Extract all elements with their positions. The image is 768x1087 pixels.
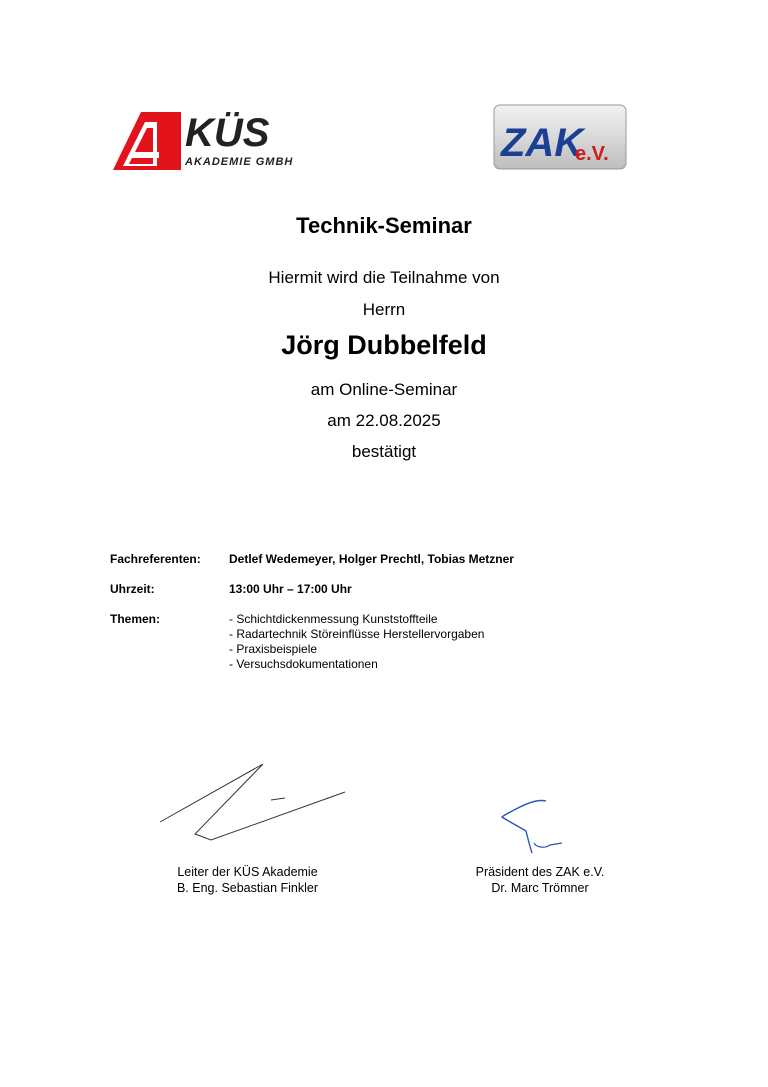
speakers-label: Fachreferenten: <box>110 552 201 566</box>
topics-list <box>229 612 484 672</box>
salutation-text: Herrn <box>362 300 406 319</box>
topic-item: - Praxisbeispiele <box>229 642 318 656</box>
svg-text:KÜS: KÜS <box>185 111 270 155</box>
kues-akademie-logo <box>113 108 309 170</box>
time-value: 13:00 Uhr – 17:00 Uhr <box>229 582 352 596</box>
signature-left <box>155 758 350 848</box>
topic-item: - Radartechnik Störeinflüsse Herstellervorgaben <box>229 627 485 641</box>
topics-label: Themen: <box>110 612 161 626</box>
participant-name: Jörg Dubbelfeld <box>281 330 487 360</box>
signature-left-caption <box>150 864 345 896</box>
confirmation-text: bestätigt <box>351 442 417 461</box>
right-signer-role: Präsident des ZAK e.V. <box>475 865 605 879</box>
left-signer-name: B. Eng. Sebastian Finkler <box>176 881 319 895</box>
time-label: Uhrzeit: <box>110 582 155 596</box>
signature-right-caption <box>445 864 635 896</box>
topic-item: - Versuchsdokumentationen <box>229 657 378 671</box>
seminar-type: am Online-Seminar <box>310 380 458 399</box>
left-signer-role: Leiter der KÜS Akademie <box>177 865 318 879</box>
svg-text:e.V.: e.V. <box>575 143 609 165</box>
seminar-date: am 22.08.2025 <box>327 411 441 430</box>
signature-right <box>498 795 568 857</box>
svg-text:AKADEMIE GMBH: AKADEMIE GMBH <box>185 156 294 168</box>
topic-item: - Schichtdickenmessung Kunststoffteile <box>229 612 438 626</box>
intro-text: Hiermit wird die Teilnahme von <box>268 268 500 287</box>
right-signer-name: Dr. Marc Trömner <box>491 881 589 895</box>
svg-text:ZAK: ZAK <box>501 121 584 165</box>
certificate-title: Technik-Seminar <box>296 213 472 238</box>
speakers-value: Detlef Wedemeyer, Holger Prechtl, Tobias Metzner <box>229 552 514 566</box>
zak-ev-logo <box>493 104 627 170</box>
